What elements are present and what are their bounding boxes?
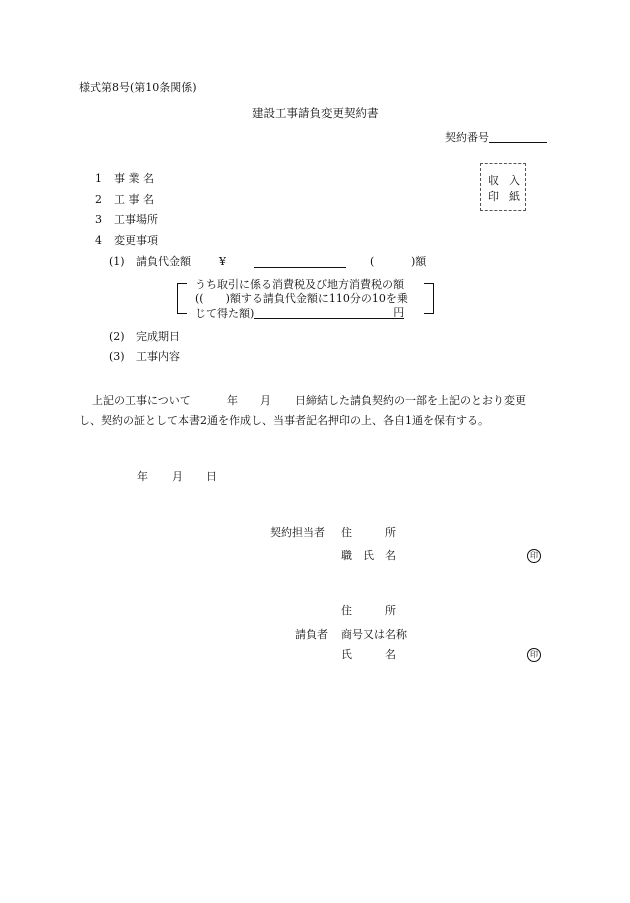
sub-item-2-number: (2) bbox=[109, 330, 125, 343]
item-3-label: 工事場所 bbox=[114, 213, 158, 226]
body-year: 年 bbox=[227, 394, 238, 407]
stamp-char: 収 bbox=[488, 174, 499, 187]
contractor-label: 請負者 bbox=[295, 628, 328, 641]
officer-address-label: 住 所 bbox=[341, 526, 396, 539]
item-1-label: 事 業 名 bbox=[114, 172, 154, 185]
paren-close-amount: )額 bbox=[411, 255, 427, 268]
yen-unit: 円 bbox=[393, 306, 405, 319]
tax-line-2: (( )額する請負代金額に110分の10を乗 bbox=[195, 292, 408, 305]
seal-icon: 印 bbox=[527, 648, 541, 662]
date-day: 日 bbox=[206, 470, 217, 483]
stamp-char: 紙 bbox=[509, 190, 520, 203]
contract-number bbox=[445, 132, 547, 143]
seal-mark bbox=[527, 549, 541, 563]
sub-item-3-label: 工事内容 bbox=[136, 350, 180, 363]
tax-amount-line bbox=[254, 307, 404, 319]
contractor-name-label: 氏 名 bbox=[341, 648, 396, 661]
item-4-number: 4 bbox=[95, 234, 102, 247]
trade-name-label: 商号又は名称 bbox=[341, 628, 407, 641]
stamp-char: 印 bbox=[488, 190, 499, 203]
seal-mark-2 bbox=[527, 648, 541, 662]
paren-open: ( bbox=[370, 255, 375, 268]
bracket-left bbox=[177, 283, 187, 314]
body-line-2: し、契約の証として本書2通を作成し、当事者記名押印の上、各自1通を保有する。 bbox=[79, 414, 489, 427]
sub-item-3-number: (3) bbox=[109, 350, 125, 363]
item-2-label: 工 事 名 bbox=[114, 193, 154, 206]
tax-line-3-text: じて得た額) bbox=[195, 307, 255, 320]
date-year: 年 bbox=[137, 470, 148, 483]
item-3-number: 3 bbox=[95, 213, 102, 226]
sub-item-1-label: 請負代金額 bbox=[136, 255, 191, 268]
tax-line-1: うち取引に係る消費税及び地方消費税の額 bbox=[195, 278, 404, 291]
document-title: 建設工事請負変更契約書 bbox=[252, 106, 379, 120]
officer-title-name-label: 職 氏 名 bbox=[341, 549, 396, 562]
date-month: 月 bbox=[172, 470, 183, 483]
body-month: 月 bbox=[260, 394, 271, 407]
stamp-char: 入 bbox=[509, 174, 520, 187]
officer-label: 契約担当者 bbox=[270, 526, 325, 539]
contract-number-line bbox=[489, 142, 547, 143]
form-number: 様式第8号(第10条関係) bbox=[79, 81, 197, 94]
item-1-number: 1 bbox=[95, 172, 102, 185]
item-4-label: 変更事項 bbox=[114, 234, 158, 247]
yen-sign: ¥ bbox=[219, 255, 226, 268]
sub-item-1-number: (1) bbox=[109, 255, 125, 268]
body-text-b: 日締結した請負契約の一部を上記のとおり変更 bbox=[295, 394, 526, 407]
seal-icon: 印 bbox=[527, 549, 541, 563]
contract-number-label: 契約番号 bbox=[445, 131, 489, 144]
amount-line bbox=[254, 256, 346, 268]
contractor-address-label: 住 所 bbox=[341, 604, 396, 617]
item-2-number: 2 bbox=[95, 193, 102, 206]
sub-item-2-label: 完成期日 bbox=[136, 330, 180, 343]
body-text-a: 上記の工事について bbox=[92, 394, 191, 407]
revenue-stamp-box bbox=[480, 163, 526, 211]
bracket-right bbox=[424, 283, 434, 314]
tax-line-3 bbox=[195, 307, 404, 319]
